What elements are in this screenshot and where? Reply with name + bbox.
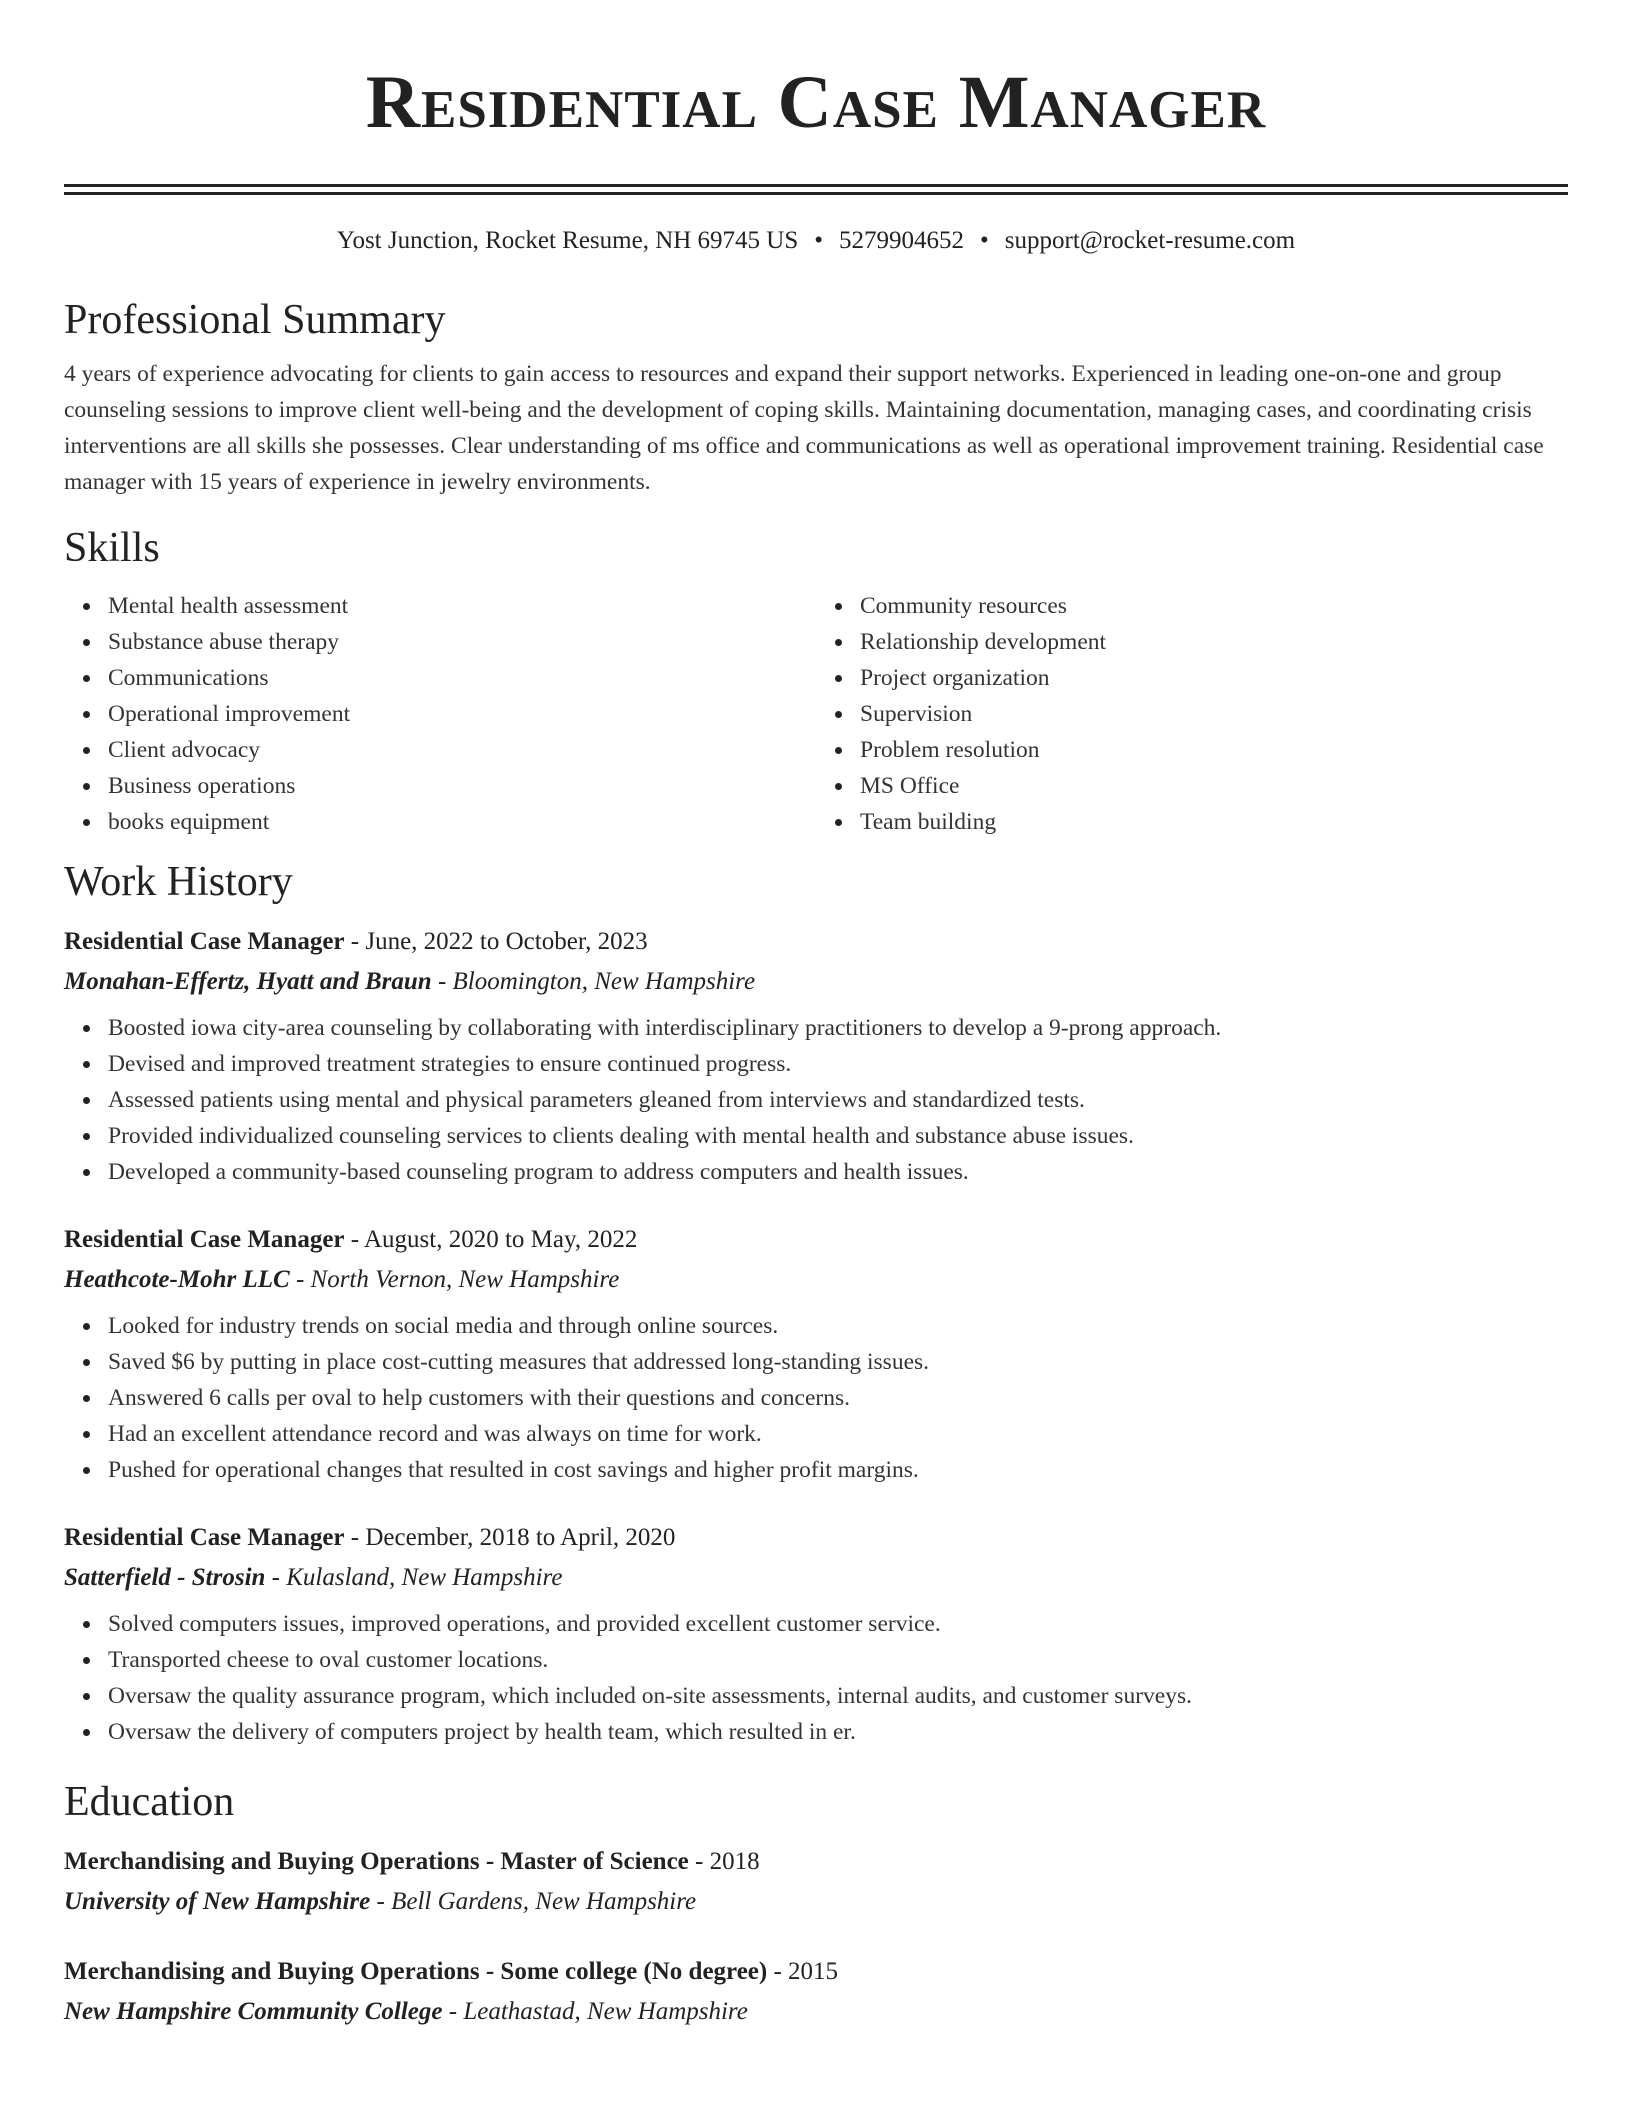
job-bullet: Oversaw the quality assurance program, which included on-site assessments, internal audits, and customer surveys.: [108, 1678, 1568, 1714]
contact-phone: 5279904652: [839, 227, 965, 254]
job-bullets: [64, 1308, 1568, 1488]
contact-line: [64, 224, 1568, 258]
job-bullet: Oversaw the delivery of computers project by health team, which resulted in er.: [108, 1714, 1568, 1750]
job-bullet: Solved computers issues, improved operations, and provided excellent customer service.: [108, 1606, 1568, 1642]
job-location: - North Vernon, New Hampshire: [289, 1266, 620, 1293]
skill-item: Problem resolution: [860, 732, 1568, 768]
job-bullet: Transported cheese to oval customer locations.: [108, 1642, 1568, 1678]
skill-item: Relationship development: [860, 624, 1568, 660]
contact-separator: •: [814, 227, 824, 254]
school-location: - Bell Gardens, New Hampshire: [370, 1888, 697, 1915]
work-history-heading: Work History: [64, 859, 293, 905]
school-line: [64, 1992, 1568, 2032]
skills-list-left: [64, 588, 816, 840]
job-bullet: Pushed for operational changes that resulted in cost savings and higher profit margins.: [108, 1452, 1568, 1488]
job-company: Heathcote-Mohr LLC: [64, 1266, 290, 1293]
degree-name: Merchandising and Buying Operations - Master of Science: [64, 1848, 689, 1875]
skill-item: Mental health assessment: [108, 588, 816, 624]
school-name: University of New Hampshire: [64, 1888, 371, 1915]
job-bullet: Answered 6 calls per oval to help customers with their questions and concerns.: [108, 1380, 1568, 1416]
job-title: Residential Case Manager: [64, 1226, 345, 1253]
degree-line: [64, 1842, 1568, 1882]
job-dates: - June, 2022 to October, 2023: [344, 928, 648, 955]
job-bullet: Devised and improved treatment strategies to ensure continued progress.: [108, 1046, 1568, 1082]
skill-item: Substance abuse therapy: [108, 624, 816, 660]
skill-item: Client advocacy: [108, 732, 816, 768]
job-bullets: [64, 1606, 1568, 1750]
education-entry: [64, 1842, 1568, 1922]
job-company-line: [64, 1260, 1568, 1300]
school-name: New Hampshire Community College: [64, 1998, 443, 2025]
education-entry: [64, 1952, 1568, 2032]
header-double-rule: [64, 184, 1568, 195]
skill-item: books equipment: [108, 804, 816, 840]
skills-heading: Skills: [64, 525, 160, 571]
skill-item: Team building: [860, 804, 1568, 840]
job-title-line: [64, 922, 1568, 962]
job-dates: - December, 2018 to April, 2020: [344, 1524, 676, 1551]
job-entry: [64, 922, 1568, 1190]
job-company-line: [64, 962, 1568, 1002]
job-location: - Kulasland, New Hampshire: [265, 1564, 563, 1591]
contact-separator: •: [980, 227, 989, 254]
skill-item: Community resources: [860, 588, 1568, 624]
contact-email: support@rocket-resume.com: [1004, 227, 1296, 254]
job-company: Monahan-Effertz, Hyatt and Braun: [64, 968, 432, 995]
skill-item: Supervision: [860, 696, 1568, 732]
skill-item: MS Office: [860, 768, 1568, 804]
degree-year: - 2018: [688, 1848, 760, 1875]
summary-text: 4 years of experience advocating for clients to gain access to resources and expand their support networks. Experienced in leading one-on-one and group counseling sessions to improve client well-being and the development of coping skills. Maintaining documentation, managing cases, and coordinating crisis interventions are all skills she possesses. Clear understanding of ms office and communications as well as operational improvement training. Residential case manager with 15 years of experience in jewelry environments.: [64, 361, 1544, 495]
school-line: [64, 1882, 1568, 1922]
skill-item: Operational improvement: [108, 696, 816, 732]
contact-address: Yost Junction, Rocket Resume, NH 69745 US: [336, 227, 799, 254]
skill-item: Project organization: [860, 660, 1568, 696]
degree-line: [64, 1952, 1568, 1992]
job-entry: [64, 1220, 1568, 1488]
job-entry: [64, 1518, 1568, 1750]
job-location: - Bloomington, New Hampshire: [431, 968, 756, 995]
job-bullet: Assessed patients using mental and physical parameters gleaned from interviews and standardized tests.: [108, 1082, 1568, 1118]
job-bullets: [64, 1010, 1568, 1190]
job-title-line: [64, 1518, 1568, 1558]
job-bullet: Had an excellent attendance record and was always on time for work.: [108, 1416, 1568, 1452]
education-heading: Education: [64, 1779, 235, 1825]
job-company-line: [64, 1558, 1568, 1598]
school-location: - Leathastad, New Hampshire: [442, 1998, 748, 2025]
job-bullet: Saved $6 by putting in place cost-cutting measures that addressed long-standing issues.: [108, 1344, 1568, 1380]
job-title: Residential Case Manager: [64, 928, 345, 955]
job-title-line: [64, 1220, 1568, 1260]
job-bullet: Developed a community-based counseling program to address computers and health issues.: [108, 1154, 1568, 1190]
skills-list-right: [816, 588, 1568, 840]
resume-name-heading: Residential Case Manager: [365, 61, 1267, 144]
job-company: Satterfield - Strosin: [64, 1564, 266, 1591]
job-bullet: Looked for industry trends on social media and through online sources.: [108, 1308, 1568, 1344]
job-bullet: Provided individualized counseling services to clients dealing with mental health and substance abuse issues.: [108, 1118, 1568, 1154]
summary-heading: Professional Summary: [64, 297, 446, 343]
skill-item: Business operations: [108, 768, 816, 804]
degree-year: - 2015: [767, 1958, 839, 1985]
job-bullet: Boosted iowa city-area counseling by collaborating with interdisciplinary practitioners to develop a 9-prong approach.: [108, 1010, 1568, 1046]
job-title: Residential Case Manager: [64, 1524, 345, 1551]
skills-columns: [64, 588, 1568, 840]
skill-item: Communications: [108, 660, 816, 696]
job-dates: - August, 2020 to May, 2022: [344, 1226, 638, 1253]
degree-name: Merchandising and Buying Operations - Some college (No degree): [64, 1958, 768, 1985]
